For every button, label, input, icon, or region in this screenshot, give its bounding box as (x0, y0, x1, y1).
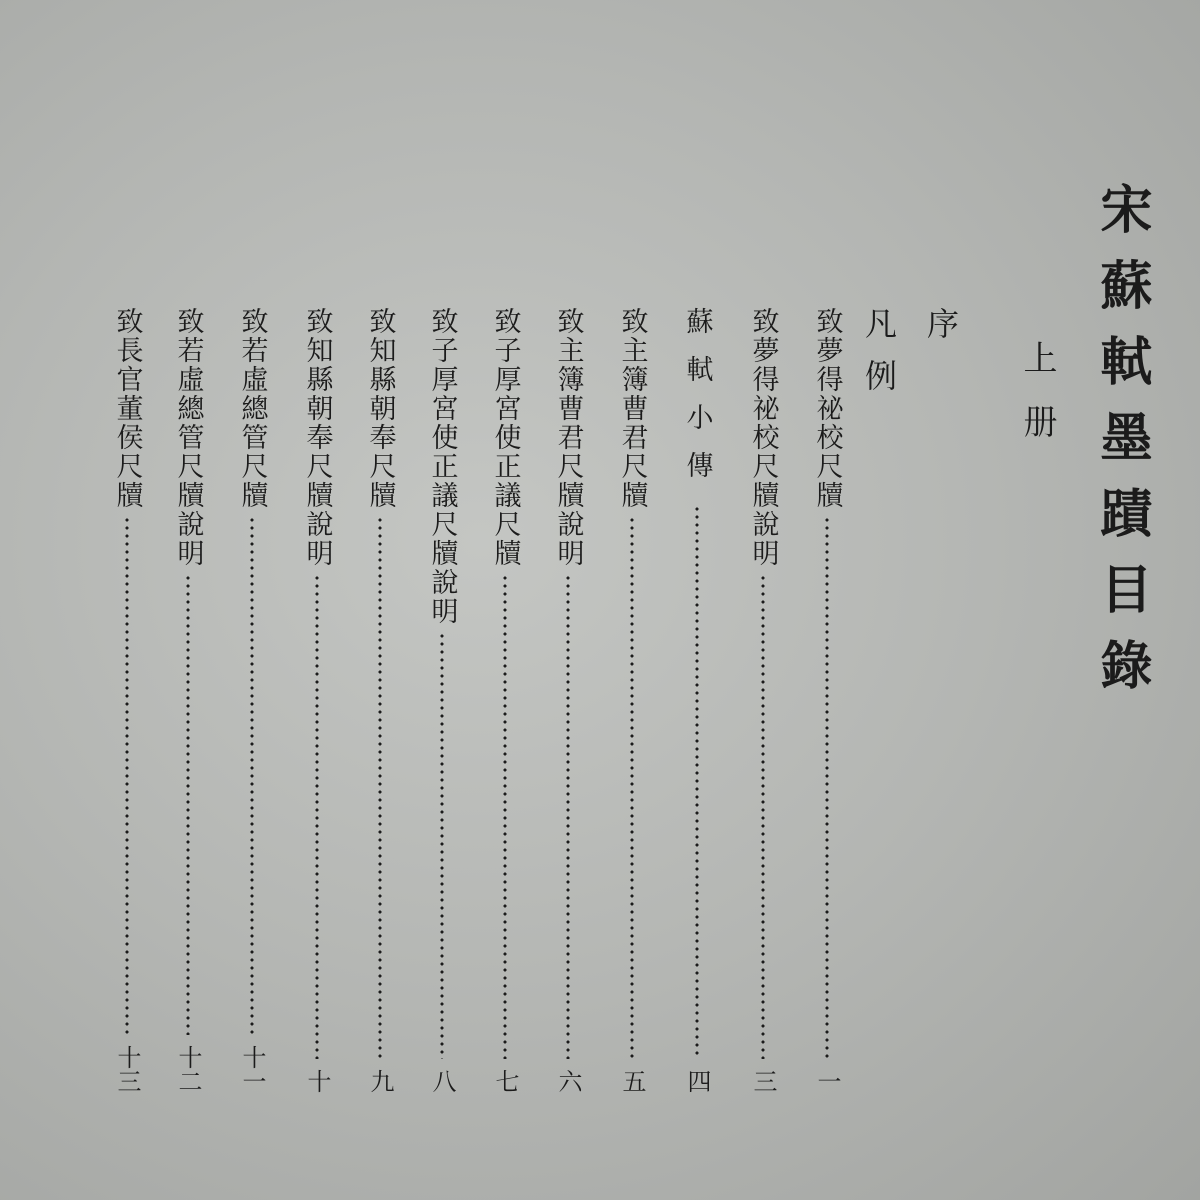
toc-entry-page: 三 (749, 1069, 777, 1093)
toc-entry-page: 一 (813, 1069, 841, 1093)
toc-entry (485, 307, 525, 1097)
dot-leader (630, 516, 634, 1059)
toc-entry-label: 致知縣朝奉尺牘 (364, 307, 396, 510)
toc-entry-label: 蘇軾小傳 (681, 307, 713, 499)
toc-entry (232, 307, 272, 1097)
toc-entry (422, 307, 462, 1097)
toc-entry-page: 十 (303, 1069, 331, 1093)
toc-entry-label: 致子厚宮使正議尺牘說明 (426, 307, 458, 626)
dot-leader (440, 632, 444, 1059)
toc-entry-page: 八 (428, 1069, 456, 1093)
toc-entry (612, 307, 652, 1097)
toc-preface: 序 (922, 307, 960, 339)
toc-entry (168, 307, 208, 1097)
toc-entry-label: 致主簿曹君尺牘 (616, 307, 648, 510)
dot-leader (761, 574, 765, 1059)
toc-entry-page: 九 (366, 1069, 394, 1093)
toc-entry-label: 致長官董侯尺牘 (111, 307, 143, 510)
toc-entry (107, 307, 147, 1097)
dot-leader (695, 505, 699, 1059)
toc-entry-label: 致夢得祕校尺牘 (811, 307, 843, 510)
toc-entry-label: 致知縣朝奉尺牘說明 (301, 307, 333, 568)
toc-entry-page: 七 (491, 1069, 519, 1093)
toc-entry-label: 致子厚宮使正議尺牘 (489, 307, 521, 568)
dot-leader (315, 574, 319, 1059)
toc-entry-page: 十二 (174, 1045, 202, 1093)
toc-entry-label: 致若虛總管尺牘說明 (172, 307, 204, 568)
dot-leader (186, 574, 190, 1035)
page-title: 宋蘇軾墨蹟目錄 (1091, 182, 1152, 714)
toc-entry (807, 307, 847, 1097)
toc-entry-label: 致夢得祕校尺牘說明 (747, 307, 779, 568)
dot-leader (378, 516, 382, 1059)
toc-entry (743, 307, 783, 1097)
toc-entry-label: 致主簿曹君尺牘說明 (552, 307, 584, 568)
toc-entry-page: 四 (683, 1069, 711, 1093)
toc-entry-page: 六 (554, 1069, 582, 1093)
toc-entry (297, 307, 337, 1097)
dot-leader (825, 516, 829, 1059)
volume-label: 上册 (1017, 340, 1057, 468)
toc-entry-page: 十三 (113, 1045, 141, 1093)
toc-entry-label: 致若虛總管尺牘 (236, 307, 268, 510)
toc-entry-page: 十一 (238, 1045, 266, 1093)
toc-entry (677, 307, 717, 1097)
dot-leader (566, 574, 570, 1059)
dot-leader (250, 516, 254, 1035)
toc-entry (548, 307, 588, 1097)
toc-conventions: 凡例 (860, 307, 898, 411)
toc-entry (360, 307, 400, 1097)
toc-entry-page: 五 (618, 1069, 646, 1093)
dot-leader (503, 574, 507, 1059)
dot-leader (125, 516, 129, 1035)
